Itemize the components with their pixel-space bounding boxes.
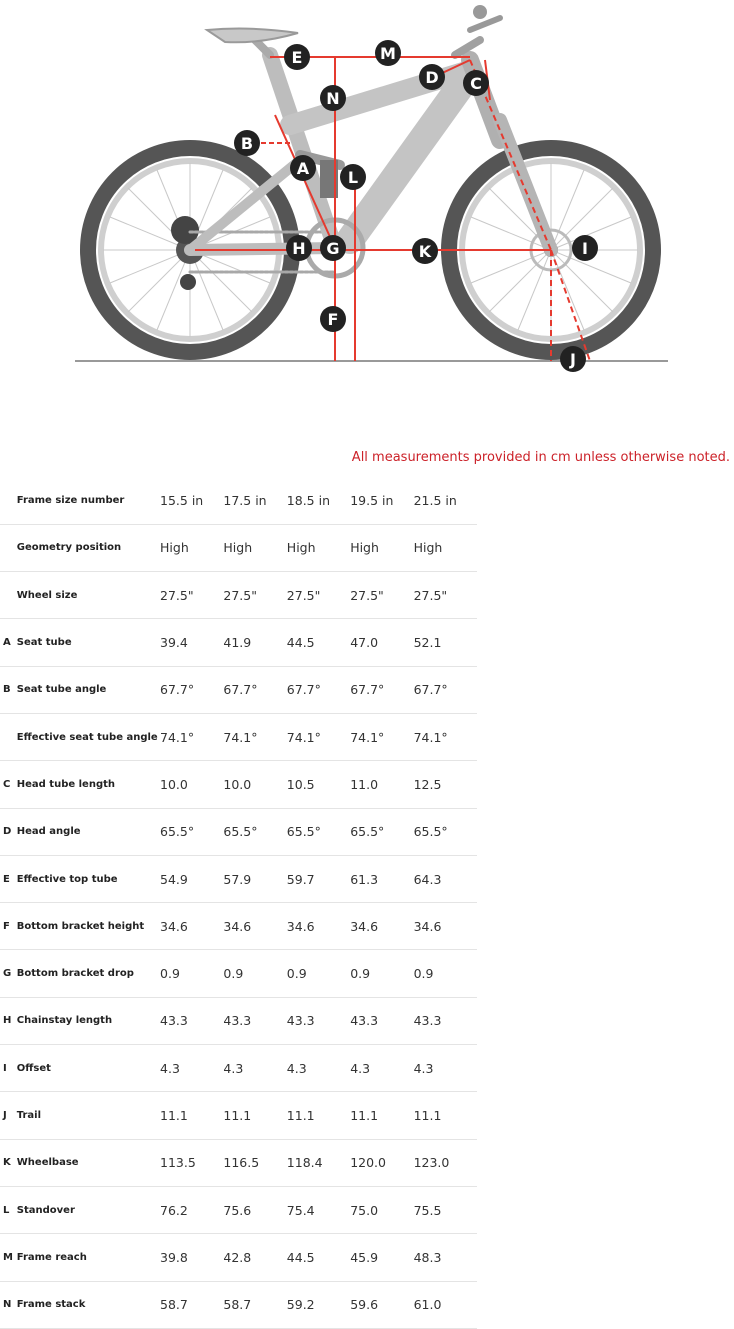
geometry-table	[0, 477, 477, 1329]
table-cell: 47.0	[350, 635, 379, 651]
table-row	[0, 997, 477, 1044]
table-cell: 0.9	[160, 966, 180, 982]
table-cell: 75.4	[286, 1202, 315, 1218]
table-cell: 43.3	[350, 1013, 379, 1029]
measurement-note: All measurements provided in cm unless otherwise noted.	[351, 450, 730, 465]
table-cell: 118.4	[286, 1155, 323, 1171]
marker-i	[572, 235, 598, 261]
table-row	[0, 666, 477, 713]
table-cell: 11.0	[350, 776, 379, 792]
table-cell: 11.1	[350, 1108, 379, 1123]
table-row	[0, 1186, 477, 1233]
table-cell: 19.5 in	[350, 492, 394, 508]
table-cell: 61.0	[413, 1297, 442, 1313]
marker-l	[340, 164, 366, 190]
table-cell: 4.3	[286, 1060, 307, 1076]
row-letter: L	[3, 1204, 10, 1216]
row-letter: K	[3, 1157, 11, 1169]
table-cell: 67.7°	[413, 682, 448, 698]
table-cell: 67.7°	[350, 682, 385, 698]
table-row	[0, 950, 477, 997]
table-cell: 43.3	[413, 1013, 442, 1029]
table-cell: 58.7	[223, 1297, 252, 1313]
table-row	[0, 477, 477, 524]
table-cell: 48.3	[413, 1249, 442, 1265]
table-cell: 39.8	[160, 1249, 188, 1265]
row-letter: F	[3, 920, 10, 932]
row-letter: E	[3, 873, 10, 885]
row-letter	[0, 713, 17, 760]
table-cell: 27.5"	[413, 587, 448, 603]
row-label: Offset	[16, 1062, 51, 1074]
table-cell: 116.5	[223, 1155, 260, 1171]
row-letter: N	[3, 1299, 12, 1311]
row-label: Trail	[16, 1110, 42, 1121]
table-cell: 11.1	[286, 1108, 315, 1123]
table-cell: 75.0	[350, 1202, 379, 1218]
table-cell: 67.7°	[160, 682, 195, 698]
table-cell: 27.5"	[223, 587, 257, 603]
table-cell: 113.5	[160, 1155, 196, 1171]
marker-a	[290, 155, 316, 181]
svg-text:K: K	[418, 242, 432, 261]
table-cell: High	[413, 540, 443, 556]
table-row	[0, 1281, 477, 1328]
row-letter: C	[3, 778, 11, 790]
table-cell: 0.9	[286, 966, 307, 982]
table-cell: 34.6	[350, 918, 379, 934]
table-cell: 27.5"	[350, 587, 384, 603]
table-cell: 39.4	[160, 635, 188, 651]
table-cell: 54.9	[160, 871, 188, 887]
table-cell: 67.7°	[223, 682, 258, 698]
table-row	[0, 572, 477, 619]
table-cell: 44.5	[286, 635, 315, 651]
table-row	[0, 903, 477, 950]
table-cell: High	[160, 540, 189, 556]
table-cell: 12.5	[413, 776, 442, 792]
table-cell: 65.5°	[413, 824, 448, 840]
svg-text:A: A	[296, 159, 310, 178]
svg-text:D: D	[425, 68, 439, 87]
table-cell: 52.1	[413, 635, 442, 651]
marker-d	[419, 64, 445, 90]
row-label: Frame size number	[16, 494, 125, 506]
table-row	[0, 761, 477, 808]
table-cell: 123.0	[413, 1155, 450, 1171]
row-label: Standover	[16, 1204, 75, 1216]
table-cell: 58.7	[160, 1297, 188, 1313]
table-cell: 76.2	[160, 1202, 188, 1218]
table-cell: 61.3	[350, 871, 379, 887]
table-cell: 34.6	[223, 918, 252, 934]
svg-text:F: F	[327, 310, 339, 329]
svg-text:G: G	[326, 239, 340, 258]
marker-j	[560, 346, 586, 372]
table-cell: 43.3	[286, 1013, 315, 1029]
row-letter	[0, 477, 17, 524]
table-cell: 11.1	[223, 1108, 252, 1123]
table-cell: 74.1°	[413, 729, 448, 745]
table-cell: 43.3	[160, 1013, 188, 1029]
row-letter: B	[3, 684, 11, 696]
table-cell: 4.3	[160, 1060, 180, 1076]
table-cell: 74.1°	[286, 729, 321, 745]
bike-geometry-diagram	[0, 0, 734, 400]
table-cell: 59.2	[286, 1297, 315, 1313]
table-row	[0, 1234, 477, 1281]
table-cell: 59.6	[350, 1297, 379, 1313]
table-cell: 11.1	[413, 1108, 442, 1123]
svg-text:M: M	[380, 44, 396, 63]
row-label: Effective seat tube angle	[16, 731, 158, 743]
table-cell: 75.6	[223, 1202, 252, 1218]
table-cell: 75.5	[413, 1202, 442, 1218]
table-cell: 65.5°	[223, 824, 258, 840]
svg-text:N: N	[326, 89, 340, 108]
table-row	[0, 808, 477, 855]
svg-text:I: I	[582, 239, 588, 258]
svg-text:H: H	[292, 239, 306, 258]
table-cell: 74.1°	[350, 729, 385, 745]
table-cell: 45.9	[350, 1249, 379, 1265]
marker-m	[375, 40, 401, 66]
table-cell: 65.5°	[160, 824, 195, 840]
table-cell: 4.3	[223, 1060, 244, 1076]
svg-text:E: E	[291, 48, 303, 67]
table-cell: 10.0	[160, 776, 188, 792]
table-cell: 10.0	[223, 776, 252, 792]
table-cell: 4.3	[350, 1060, 371, 1076]
marker-k	[412, 238, 438, 264]
marker-n	[320, 85, 346, 111]
row-letter: D	[3, 826, 12, 838]
row-letter: M	[3, 1251, 13, 1263]
table-cell: 15.5 in	[160, 492, 204, 508]
row-letter	[0, 524, 17, 571]
geometry-table-body	[0, 477, 477, 1328]
table-row	[0, 524, 477, 571]
table-cell: High	[350, 540, 379, 556]
table-cell: 34.6	[286, 918, 315, 934]
marker-f	[320, 306, 346, 332]
table-cell: 120.0	[350, 1155, 386, 1171]
row-letter: G	[3, 968, 12, 980]
table-row	[0, 619, 477, 666]
table-cell: High	[286, 540, 316, 556]
row-label: Effective top tube	[16, 873, 118, 885]
table-cell: 64.3	[413, 871, 442, 887]
row-letter: A	[3, 637, 11, 649]
table-cell: 59.7	[286, 871, 315, 887]
row-label: Seat tube angle	[16, 684, 107, 696]
table-cell: High	[223, 540, 253, 556]
table-cell: 43.3	[223, 1013, 252, 1029]
row-label: Wheel size	[16, 589, 78, 601]
table-cell: 0.9	[413, 966, 434, 982]
row-label: Seat tube	[16, 637, 72, 649]
table-cell: 67.7°	[286, 682, 321, 698]
table-cell: 21.5 in	[413, 492, 457, 508]
table-cell: 18.5 in	[286, 492, 330, 508]
table-cell: 34.6	[413, 918, 442, 934]
table-row	[0, 855, 477, 902]
table-row	[0, 1139, 477, 1186]
table-cell: 10.5	[286, 776, 315, 792]
table-cell: 0.9	[223, 966, 244, 982]
marker-e	[284, 44, 310, 70]
table-cell: 4.3	[413, 1060, 434, 1076]
table-cell: 27.5"	[286, 587, 321, 603]
svg-text:J: J	[570, 350, 576, 369]
row-label: Geometry position	[16, 542, 122, 554]
table-cell: 57.9	[223, 871, 252, 887]
marker-c	[463, 70, 489, 96]
svg-text:B: B	[240, 134, 254, 153]
table-cell: 41.9	[223, 635, 252, 651]
row-label: Bottom bracket drop	[16, 968, 134, 980]
table-cell: 42.8	[223, 1249, 252, 1265]
row-label: Head angle	[16, 826, 81, 838]
marker-b	[234, 130, 260, 156]
table-row	[0, 1045, 477, 1092]
row-letter: H	[3, 1015, 12, 1027]
row-letter: I	[3, 1062, 7, 1074]
table-row	[0, 713, 477, 760]
row-label: Frame stack	[16, 1299, 86, 1311]
table-row	[0, 1092, 477, 1139]
row-label: Head tube length	[16, 778, 116, 790]
svg-text:C: C	[470, 74, 482, 93]
marker-h	[286, 235, 312, 261]
svg-text:L: L	[347, 168, 359, 187]
table-cell: 74.1°	[160, 729, 195, 745]
table-cell: 74.1°	[223, 729, 258, 745]
table-cell: 34.6	[160, 918, 188, 934]
table-cell: 0.9	[350, 966, 371, 982]
row-letter	[0, 572, 17, 619]
row-label: Bottom bracket height	[16, 920, 145, 932]
row-letter: J	[3, 1110, 7, 1121]
row-label: Frame reach	[16, 1251, 87, 1263]
table-cell: 17.5 in	[223, 492, 267, 508]
table-cell: 65.5°	[286, 824, 321, 840]
row-label: Wheelbase	[16, 1157, 79, 1169]
table-cell: 44.5	[286, 1249, 315, 1265]
marker-g	[320, 235, 346, 261]
table-cell: 11.1	[160, 1108, 188, 1123]
row-label: Chainstay length	[16, 1015, 113, 1027]
table-cell: 27.5"	[160, 587, 194, 603]
table-cell: 65.5°	[350, 824, 385, 840]
